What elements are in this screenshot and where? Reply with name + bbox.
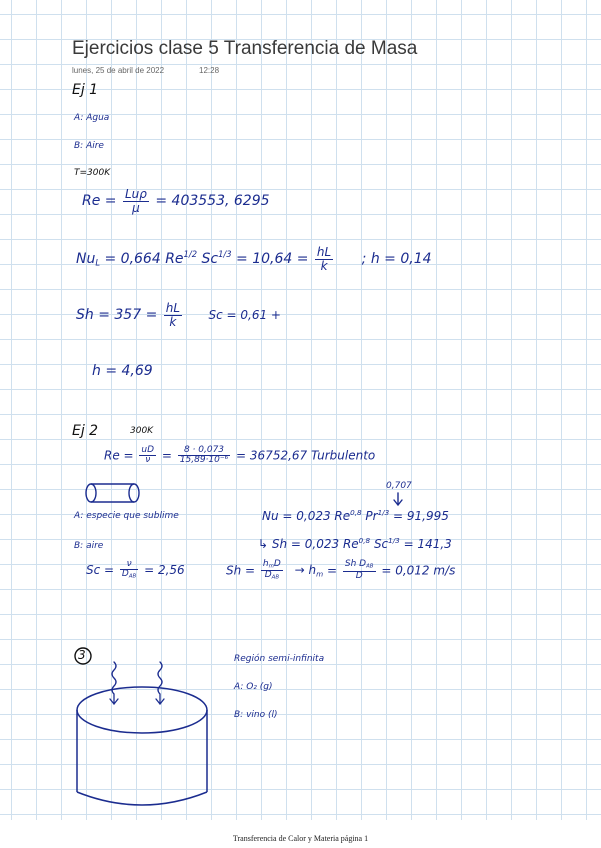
ej1-nu-mid: = 0,664 Re: [104, 251, 184, 268]
ej1-re-label: Re =: [82, 193, 117, 210]
ej2-shd-den: D: [264, 570, 272, 581]
ej2-re-value: = 36752,67 Turbulento: [236, 448, 376, 463]
ej2-arrow-eq: =: [327, 563, 338, 578]
ej1-sh-frac-den: k: [169, 314, 177, 329]
ej2-hm-num: Sh D: [344, 559, 367, 570]
ej2-re-den2: 15,89·10⁻⁶: [179, 455, 229, 466]
ej2-species-a: A: especie que sublime: [74, 511, 179, 521]
ej2-re-den1: ν: [145, 455, 151, 466]
ej1-nu-sub: L: [95, 257, 101, 268]
ej1-species-a: A: Agua: [74, 113, 110, 123]
ej2-sc-den-sub: AB: [128, 574, 137, 581]
ej2-arrow-hm-sub: m: [316, 569, 324, 579]
wavy-arrow-icon: [110, 662, 164, 704]
ej2-shd-num-sub: m: [268, 563, 274, 570]
ej2-pr-arrow-icon: [394, 493, 402, 505]
ej2-re-num2: 8 · 0,073: [178, 446, 230, 456]
ej3-circle-icon: [75, 648, 91, 664]
ej1-h-result: h = 4,69: [92, 363, 153, 379]
ej1-nu-frac-num: hL: [316, 245, 332, 259]
ej2-nu-eq: Nu = 0,023 Re: [262, 509, 351, 524]
page-time: 12:28: [199, 66, 220, 75]
ej2-nu-result: = 91,995: [393, 509, 449, 524]
ej2-sh-eq: ↳ Sh = 0,023 Re: [258, 537, 359, 552]
ej1-nu-exp1: 1/2: [183, 249, 198, 260]
ej2-sh-exp1: 0,8: [358, 536, 371, 545]
ej1-re-den: μ: [132, 200, 140, 215]
ej1-nu-h: ; h = 0,14: [361, 251, 432, 268]
ej2-shd-den-sub: AB: [271, 574, 280, 581]
ej3-region: Región semi-infinita: [234, 654, 325, 664]
ej2-re-label: Re =: [104, 448, 134, 463]
ej2-nu-exp2: 1/3: [377, 508, 390, 517]
ej2-heading: Ej 2: [72, 423, 99, 439]
ej2-temperature: 300K: [130, 426, 154, 436]
ej3-heading: 3: [78, 648, 86, 662]
ej1-temperature: T=300K: [74, 168, 111, 178]
page-date: lunes, 25 de abril de 2022: [72, 66, 165, 75]
ej2-shd-num: h: [262, 559, 269, 569]
ej3-species-b: B: vino (l): [234, 710, 278, 720]
ej1-nu-exp2: 1/3: [218, 249, 232, 260]
ej2-sc-value: = 2,56: [144, 562, 185, 577]
ej2-sh-result: = 141,3: [403, 537, 452, 552]
ej2-sh-sc: Sc: [373, 537, 389, 552]
ej2-sc-label: Sc =: [86, 562, 115, 577]
ej2-re-num1: uD: [141, 445, 155, 455]
ej2-reynolds-eq: Re = $\frac{uD}{\nu}$ = $\frac{8 \cdot 0,073}{\text{15,89·10⁻⁶}}$ = 36752,67 Turbulento: [104, 445, 376, 466]
ej2-hm-num-sub: AB: [366, 564, 374, 571]
ej2-nu-exp1: 0,8: [350, 508, 362, 517]
cylinder-icon: [86, 484, 139, 502]
ej1-sh-sc: Sc = 0,61 +: [208, 308, 281, 323]
ej1-species-b: B: Aire: [74, 141, 104, 151]
ej2-sc-den: D: [121, 569, 129, 580]
ej2-shd-label: Sh =: [226, 563, 256, 578]
ej2-hm-den: D: [355, 570, 363, 581]
ej2-hm-result: = 0,012 m/s: [381, 563, 456, 578]
ej2-species-b: B: aire: [74, 541, 104, 551]
page-footer: Transferencia de Calor y Materia página 1: [232, 834, 369, 843]
ej2-sc-num: ν: [120, 560, 138, 570]
ej2-pr-value: 0,707: [386, 481, 412, 491]
ej1-sh-frac-num: hL: [165, 301, 181, 315]
ej2-shd-num-tail: D: [273, 559, 281, 569]
ej1-heading: Ej 1: [72, 82, 99, 98]
ej2-sh-exp2: 1/3: [388, 536, 400, 545]
ej2-nu-pr: Pr: [365, 509, 378, 524]
ej1-re-num: Luρ: [124, 187, 147, 201]
ej1-re-value: = 403553, 6295: [155, 193, 270, 210]
ej3-species-a: A: O₂ (g): [234, 682, 273, 692]
ej2-arrow-hm: → h: [294, 563, 317, 578]
container-icon: [77, 687, 207, 805]
ej1-nu-sc: Sc: [201, 251, 219, 268]
ej1-nu-left: Nu: [76, 251, 96, 268]
ej1-nu-eq: = 10,64 =: [236, 251, 309, 268]
ej1-sh-left: Sh = 357 =: [76, 307, 158, 324]
ej1-nu-frac-den: k: [320, 258, 328, 273]
page-title: Ejercicios clase 5 Transferencia de Masa: [72, 38, 418, 59]
